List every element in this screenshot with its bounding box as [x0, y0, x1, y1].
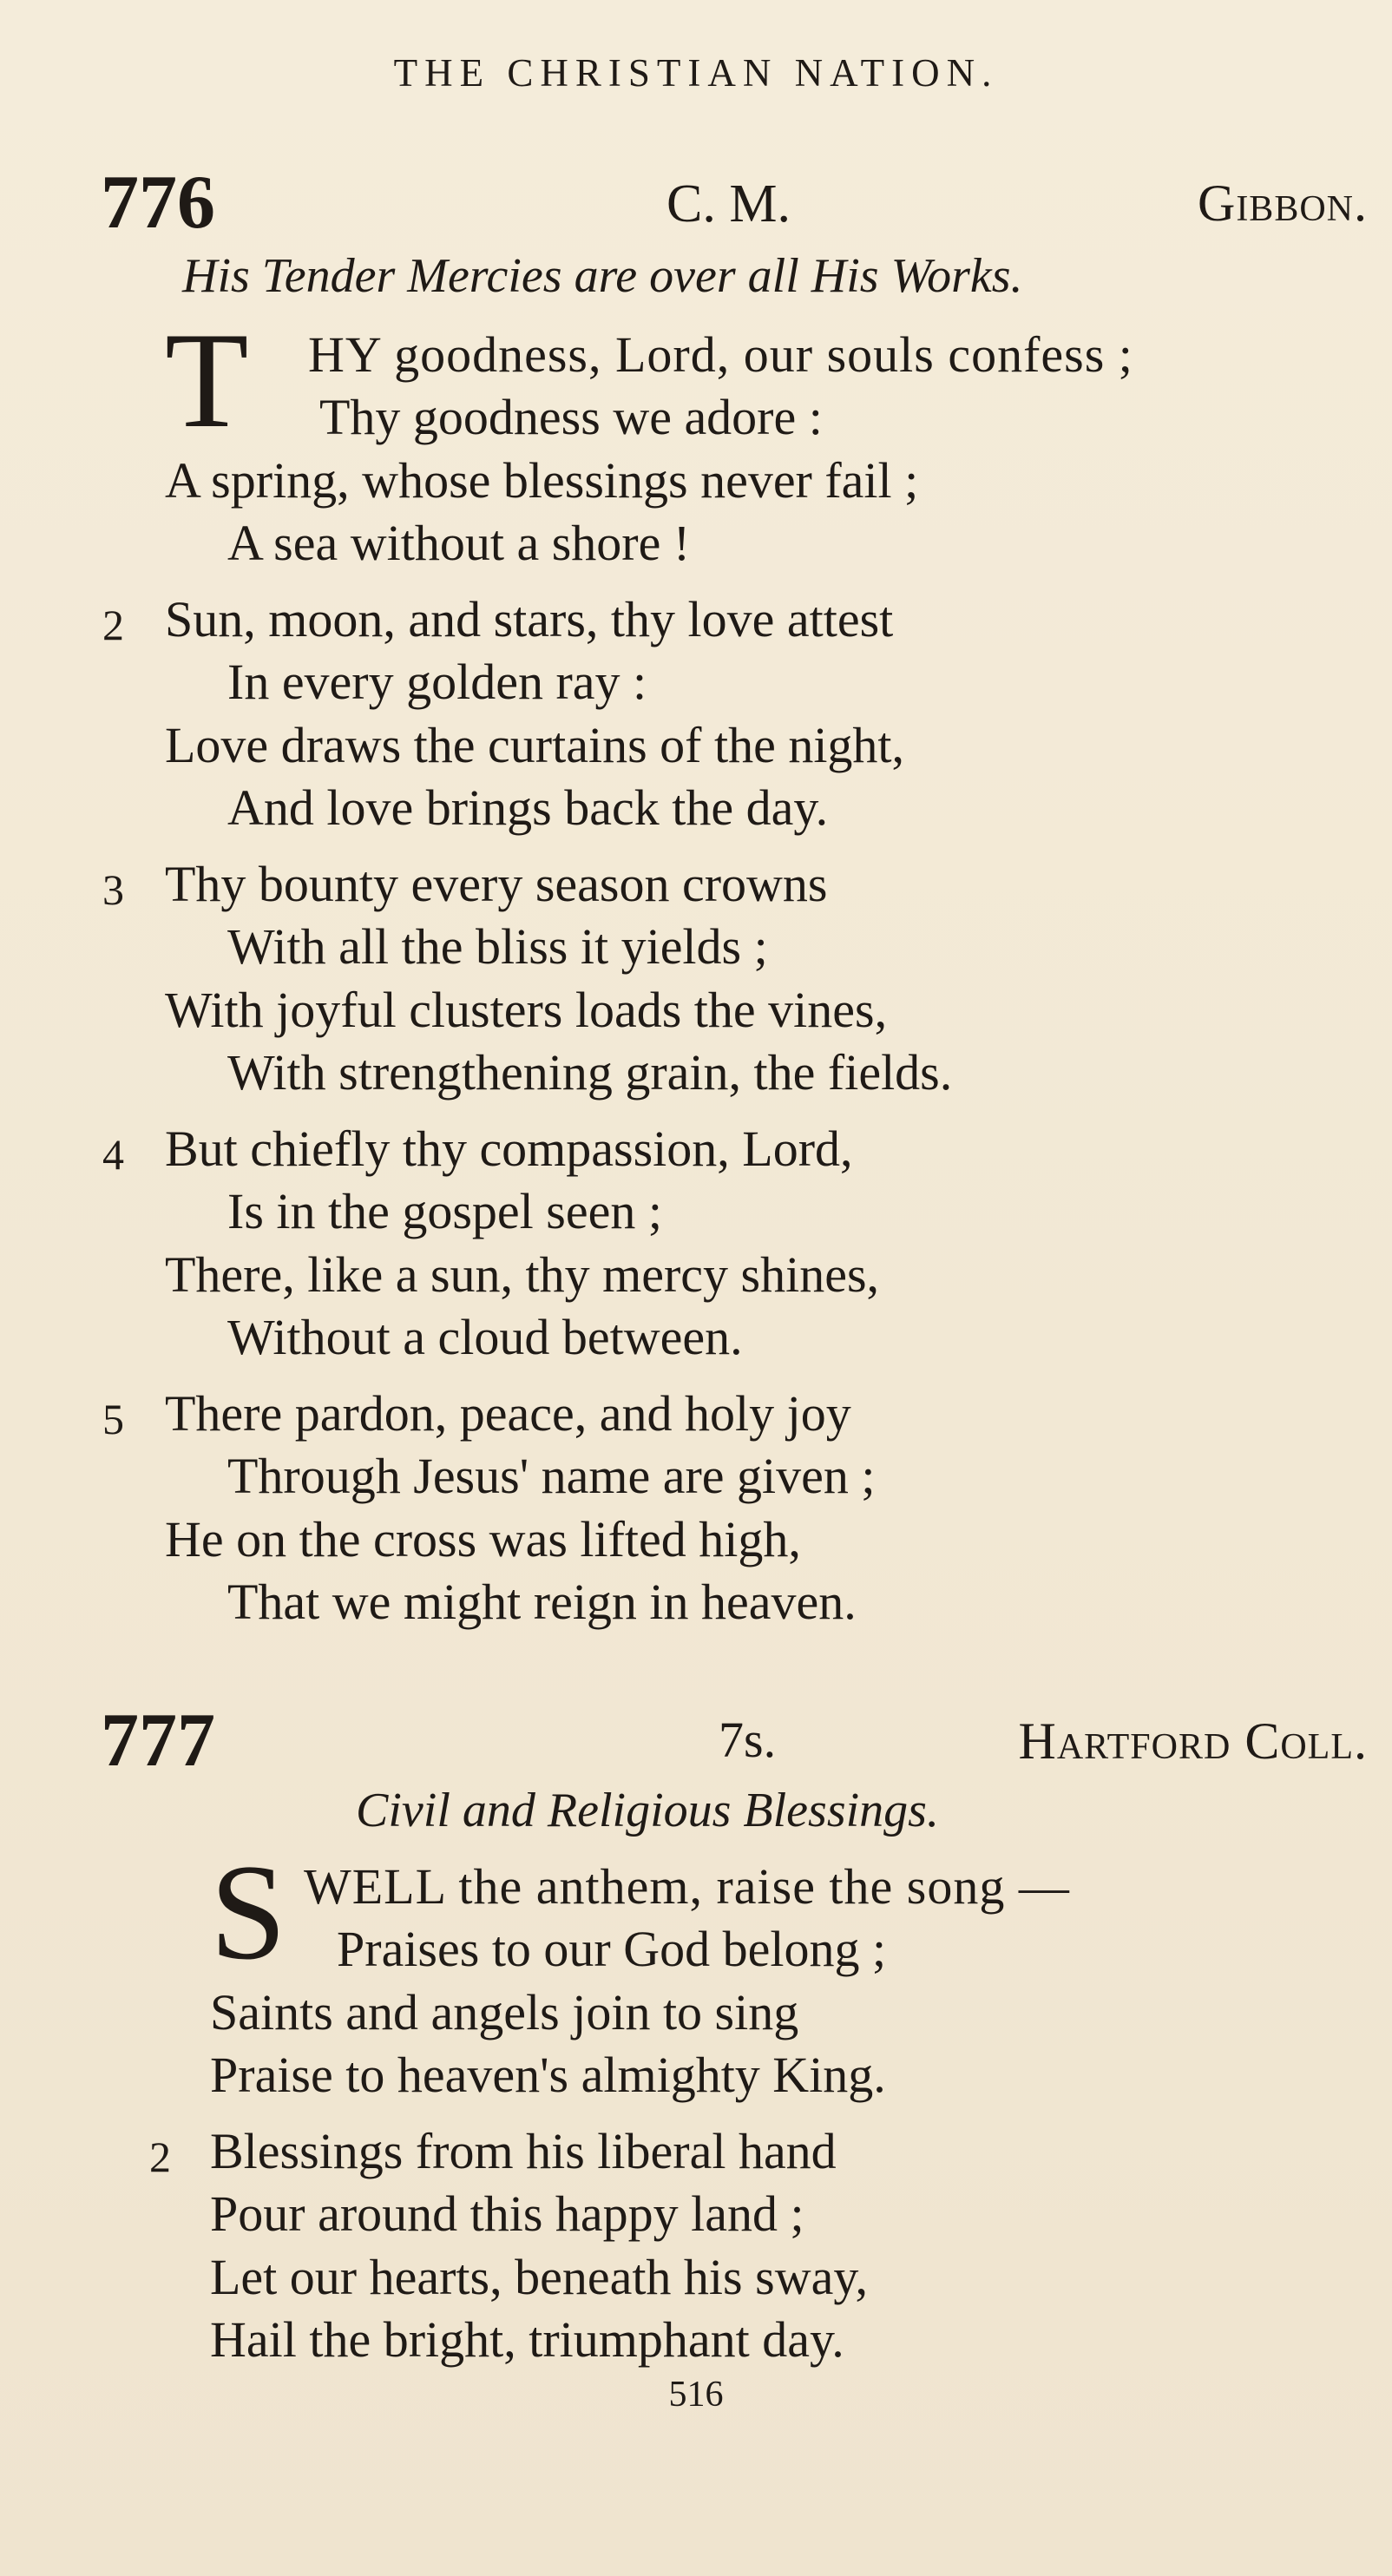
verse-line: A sea without a shore !	[227, 515, 691, 571]
verse-line: Pour around this happy land ;	[210, 2185, 804, 2242]
verse-line: Saints and angels join to sing	[210, 1984, 799, 2040]
verse-line: HY goodness, Lord, our souls confess ;	[308, 326, 1133, 383]
hymn-number: 776	[101, 161, 215, 245]
hymn-number: 777	[101, 1699, 215, 1783]
verse-line: Hail the bright, triumphant day.	[210, 2311, 844, 2368]
verse-line: Let our hearts, beneath his sway,	[210, 2249, 869, 2305]
running-title: THE CHRISTIAN NATION.	[393, 51, 999, 95]
tune-name: Gibbon.	[1197, 174, 1368, 232]
hymn-subtitle: Civil and Religious Blessings.	[356, 1784, 939, 1837]
tune-name: Hartford Coll.	[1018, 1712, 1368, 1770]
verse-line: In every golden ray :	[227, 654, 647, 710]
verse-number: 4	[102, 1130, 124, 1179]
verse-line: Blessings from his liberal hand	[210, 2123, 837, 2179]
verse-line: With all the bliss it yields ;	[227, 918, 768, 975]
hymn-meter: 7s.	[719, 1712, 777, 1768]
verse-line: Thy bounty every season crowns	[165, 856, 828, 912]
verse-line: And love brings back the day.	[227, 779, 829, 836]
verse-line: WELL the anthem, raise the song —	[304, 1858, 1070, 1915]
hymn-header	[101, 1699, 1368, 1783]
verse-line: But chiefly thy compassion, Lord,	[165, 1120, 853, 1177]
verse-line: With strengthening grain, the fields.	[227, 1044, 953, 1101]
verse-line: Through Jesus' name are given ;	[227, 1448, 876, 1504]
verse-line: Thy goodness we adore :	[319, 389, 823, 445]
hymn-header	[101, 161, 1368, 245]
verse-line: There pardon, peace, and holy joy	[165, 1385, 851, 1442]
verse-line: Sun, moon, and stars, thy love attest	[165, 591, 894, 647]
verse-line: With joyful clusters loads the vines,	[165, 982, 888, 1038]
verse-line: Praise to heaven's almighty King.	[210, 2047, 886, 2103]
verse-number: 2	[102, 601, 124, 649]
verse-line: Without a cloud between.	[227, 1309, 743, 1365]
verse-line: There, like a sun, thy mercy shines,	[165, 1246, 880, 1303]
verse-line: Love draws the curtains of the night,	[165, 717, 905, 773]
verse-number: 2	[149, 2132, 171, 2181]
drop-cap: S	[210, 1837, 286, 1988]
verse-line: He on the cross was lifted high,	[165, 1511, 801, 1567]
verse-number: 3	[102, 865, 124, 914]
verse-line: Praises to our God belong ;	[337, 1921, 887, 1977]
page-number: 516	[668, 2375, 724, 2415]
hymn-meter: C. M.	[666, 174, 791, 233]
hymn-subtitle: His Tender Mercies are over all His Works.	[182, 249, 1023, 303]
drop-cap: T	[165, 305, 249, 457]
verse-line: That we might reign in heaven.	[227, 1574, 857, 1630]
verse-line: Is in the gospel seen ;	[227, 1183, 662, 1239]
verse-number: 5	[102, 1395, 124, 1443]
verse-line: A spring, whose blessings never fail ;	[165, 452, 919, 509]
